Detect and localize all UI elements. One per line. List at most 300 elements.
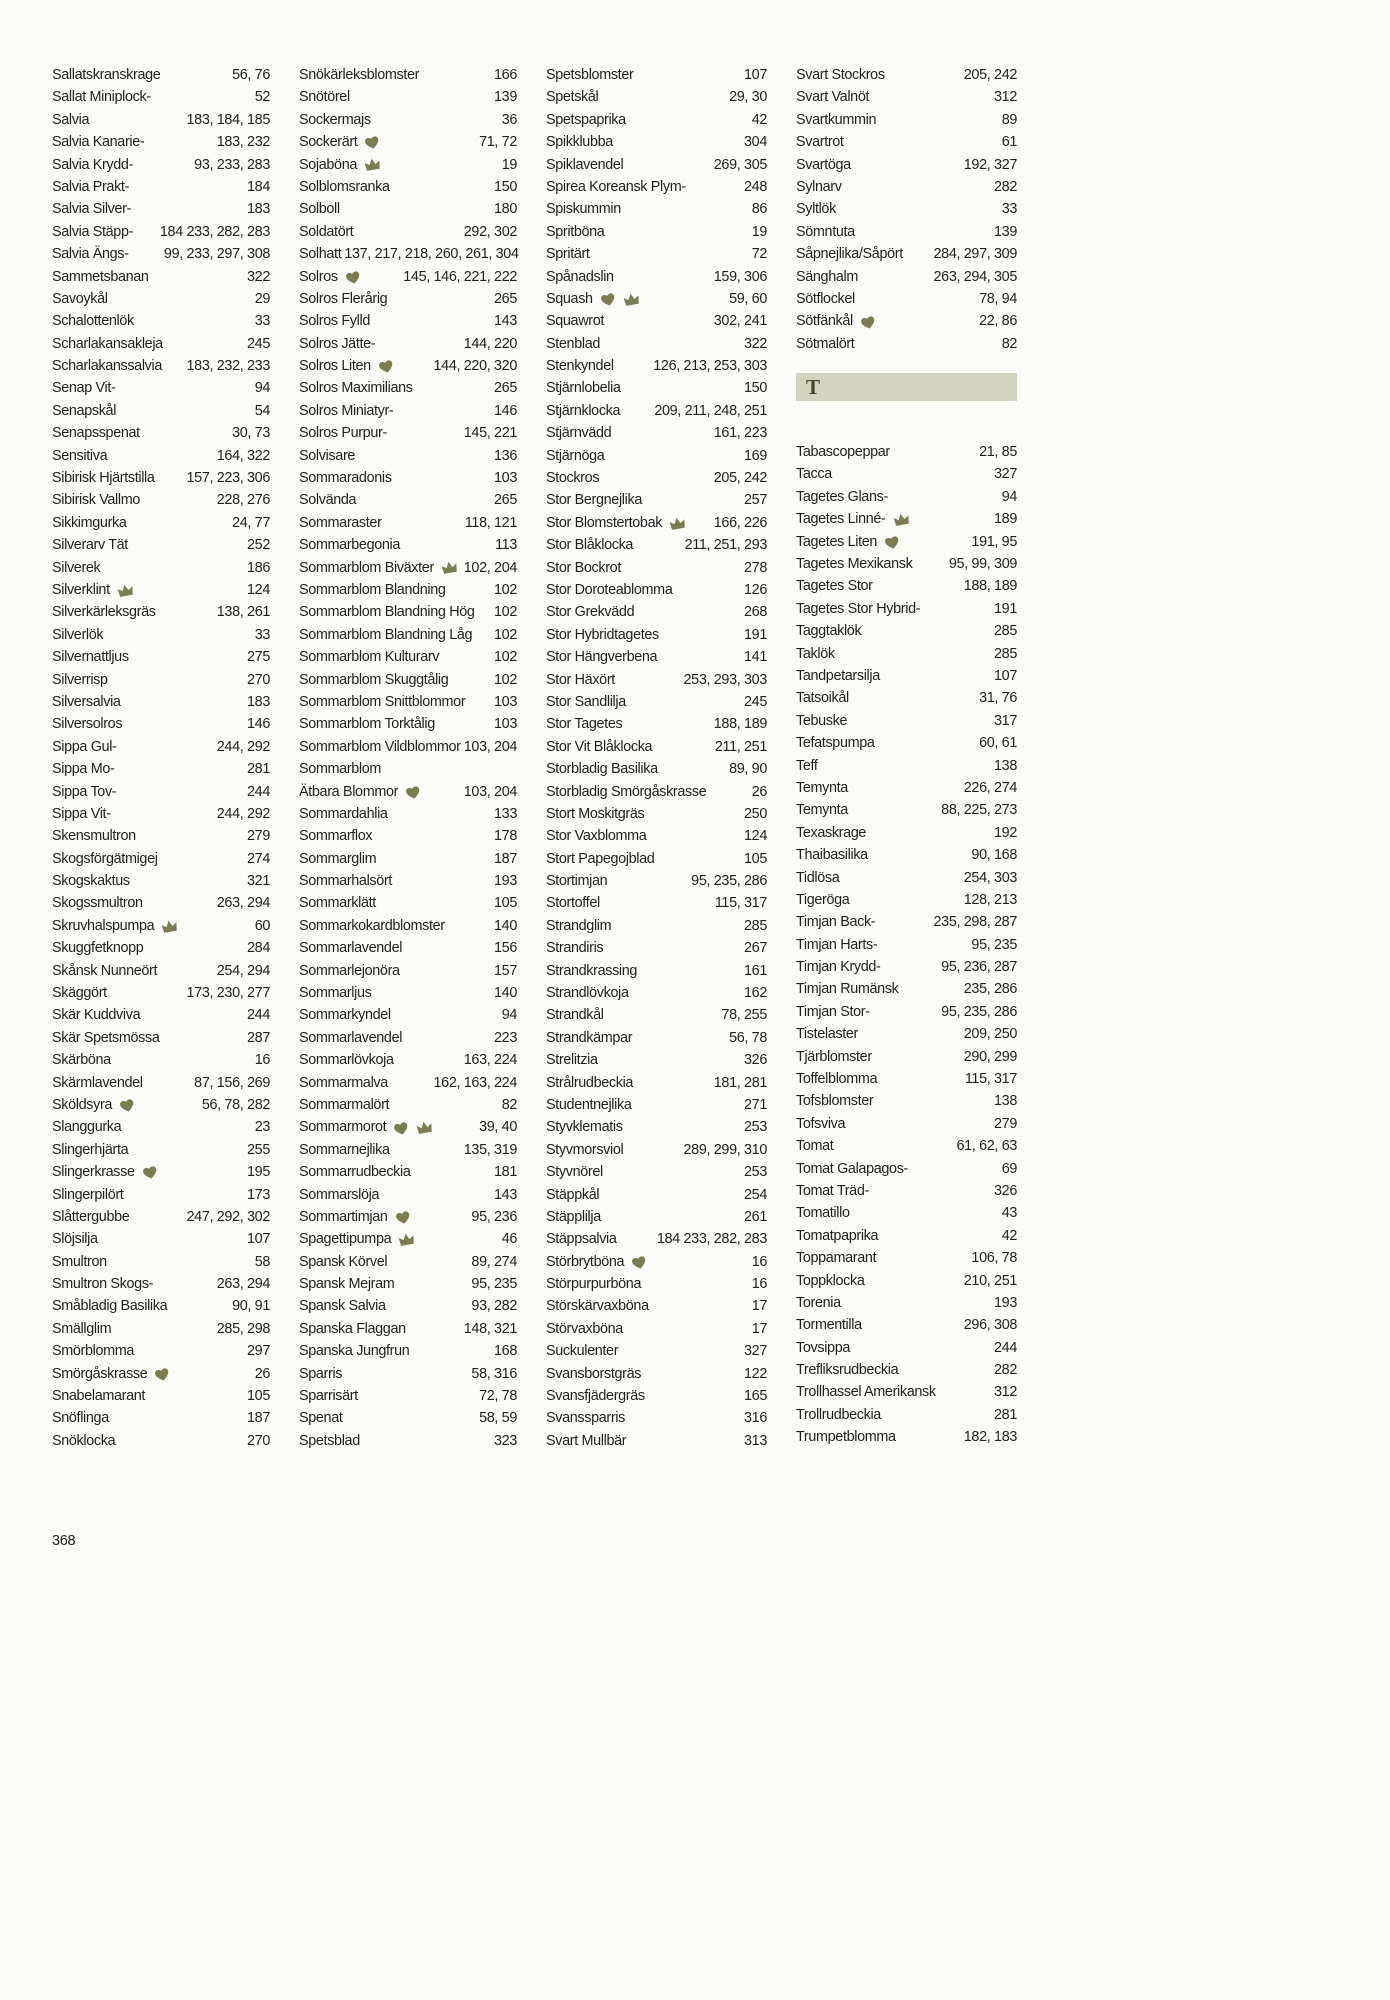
index-entry: [796, 288, 1017, 310]
entry-pages: 178: [494, 828, 517, 845]
entry-pages: 250: [744, 805, 767, 822]
crown-icon: [893, 508, 910, 530]
index-entry: [546, 1161, 767, 1183]
heart-icon: [631, 1251, 647, 1273]
entry-name: Svansborstgräs: [546, 1365, 642, 1382]
index-entry: [52, 1295, 270, 1317]
index-entry: [796, 463, 1017, 485]
entry-name: Stjärnvädd: [546, 425, 612, 442]
index-entry: [299, 736, 517, 758]
index-entry: [52, 243, 270, 265]
entry-name: Trollrudbeckia: [796, 1406, 881, 1423]
index-entry: [299, 1049, 517, 1071]
index-entry: [796, 531, 1017, 553]
index-entry: [796, 956, 1017, 978]
index-entry: [796, 755, 1017, 777]
entry-pages: 245: [247, 335, 270, 352]
entry-name: Svansfjädergräs: [546, 1388, 645, 1405]
entry-pages: 278: [744, 559, 767, 576]
entry-name: Sockermajs: [299, 111, 371, 128]
entry-name: Stor Hängverbena: [546, 649, 658, 666]
entry-name: Stjärnöga: [546, 447, 605, 464]
entry-name: Sallat Miniplock-: [52, 89, 151, 106]
index-entry: [299, 646, 517, 668]
entry-pages: 322: [744, 335, 767, 352]
entry-name: Sommarglim: [299, 850, 377, 867]
heart-icon: [395, 1206, 411, 1228]
entry-name: Timjan Harts-: [796, 936, 878, 953]
entry-name: Sippa Mo-: [52, 761, 115, 778]
entry-pages: 71, 72: [479, 134, 517, 151]
index-entry: [796, 1404, 1017, 1426]
entry-name: Sommaraster: [299, 514, 382, 531]
entry-pages: 292, 302: [463, 223, 517, 240]
entry-pages: 317: [994, 712, 1017, 729]
entry-pages: 103: [494, 693, 517, 710]
entry-pages: 105: [247, 1388, 270, 1405]
entry-pages: 205, 242: [713, 470, 767, 487]
index-entry: [299, 266, 517, 288]
entry-pages: 193: [994, 1294, 1017, 1311]
index-entry: [796, 1247, 1017, 1269]
index-entry: [796, 1023, 1017, 1045]
entry-pages: 188, 189: [713, 716, 767, 733]
index-entry: [796, 1225, 1017, 1247]
entry-pages: 279: [994, 1115, 1017, 1132]
entry-name: Svart Valnöt: [796, 89, 870, 106]
entry-pages: 244, 292: [216, 805, 270, 822]
entry-pages: 29, 30: [729, 89, 767, 106]
index-entry: [299, 848, 517, 870]
entry-name: Småbladig Basilika: [52, 1298, 168, 1315]
entry-name: Sänghalm: [796, 268, 859, 285]
entry-name: Silverrisp: [52, 671, 108, 688]
entry-pages: 254: [744, 1186, 767, 1203]
entry-name: Spansk Salvia: [299, 1298, 386, 1315]
entry-name: Tofsviva: [796, 1115, 846, 1132]
entry-pages: 56, 78, 282: [201, 1096, 270, 1113]
entry-pages: 282: [994, 1362, 1017, 1379]
crown-icon: [669, 512, 686, 534]
index-entry: [796, 333, 1017, 355]
entry-pages: 244: [994, 1339, 1017, 1356]
entry-name: Spikklubba: [546, 134, 613, 151]
index-entry: [546, 333, 767, 355]
entry-pages: 150: [494, 178, 517, 195]
entry-pages: 126, 213, 253, 303: [653, 358, 767, 375]
entry-pages: 94: [254, 380, 270, 397]
entry-name: Sippa Tov-: [52, 783, 117, 800]
entry-pages: 169: [744, 447, 767, 464]
entry-pages: 268: [744, 604, 767, 621]
index-entry: [546, 915, 767, 937]
index-entry: [796, 1381, 1017, 1403]
entry-pages: 105: [744, 850, 767, 867]
entry-pages: 244, 292: [216, 738, 270, 755]
index-entry: [299, 355, 517, 377]
index-entry: [796, 154, 1017, 176]
index-entry: [52, 109, 270, 131]
index-entry: [546, 1004, 767, 1026]
entry-name: Stor Doroteablomma: [546, 581, 673, 598]
entry-name: Spagettipumpa: [299, 1231, 392, 1248]
entry-pages: 159, 306: [713, 268, 767, 285]
index-entry: [299, 221, 517, 243]
entry-pages: 285, 298: [216, 1320, 270, 1337]
entry-pages: 72, 78: [479, 1388, 517, 1405]
index-entry: [52, 1049, 270, 1071]
entry-pages: 157, 223, 306: [186, 470, 270, 487]
entry-pages: 182, 183: [963, 1429, 1017, 1446]
entry-name: Sommarblom Skuggtålig: [299, 671, 449, 688]
entry-name: Svartöga: [796, 156, 851, 173]
index-entry: [546, 870, 767, 892]
index-entry: [299, 982, 517, 1004]
entry-pages: 270: [247, 671, 270, 688]
entry-pages: 228, 276: [216, 492, 270, 509]
index-entry: [546, 579, 767, 601]
entry-name: Såpnejlika/Såpört: [796, 246, 903, 263]
entry-name: Texaskrage: [796, 824, 867, 841]
entry-pages: 281: [247, 761, 270, 778]
index-entry: [299, 1027, 517, 1049]
index-entry: [299, 1407, 517, 1429]
index-entry: [546, 1385, 767, 1407]
index-column-4: [796, 64, 1017, 1452]
entry-pages: 261: [744, 1208, 767, 1225]
entry-pages: 323: [494, 1432, 517, 1449]
index-entry: [299, 960, 517, 982]
index-entry: [546, 86, 767, 108]
entry-name: Stor Sandlilja: [546, 693, 626, 710]
entry-name: Sommarslöja: [299, 1186, 380, 1203]
entry-name: Strelitzia: [546, 1052, 598, 1069]
index-entry: [52, 601, 270, 623]
entry-pages: 271: [744, 1096, 767, 1113]
entry-pages: 102: [494, 626, 517, 643]
index-grid: [52, 64, 1017, 1452]
entry-name: Solvisare: [299, 447, 356, 464]
index-entry: [796, 1090, 1017, 1112]
entry-pages: 191: [744, 626, 767, 643]
entry-name: Stor Bockrot: [546, 559, 621, 576]
entry-pages: 95, 235, 286: [691, 873, 767, 890]
entry-pages: 89: [1001, 111, 1017, 128]
index-entry: [52, 915, 270, 937]
index-entry: [52, 960, 270, 982]
entry-name: Skärmlavendel: [52, 1074, 143, 1091]
entry-name: Teff: [796, 757, 818, 774]
entry-name: Solblomsranka: [299, 178, 390, 195]
entry-pages: 82: [501, 1096, 517, 1113]
entry-pages: 82: [1001, 335, 1017, 352]
entry-name: Sommarklätt: [299, 895, 376, 912]
index-entry: [299, 64, 517, 86]
entry-name: Spanska Flaggan: [299, 1320, 406, 1337]
crown-icon: [623, 288, 640, 310]
entry-pages: 267: [744, 940, 767, 957]
index-entry: [299, 489, 517, 511]
index-entry: [796, 486, 1017, 508]
index-entry: [52, 310, 270, 332]
entry-name: Sköldsyra: [52, 1096, 113, 1113]
index-entry: [299, 1139, 517, 1161]
index-entry: [546, 1295, 767, 1317]
entry-name: Stjärnlobelia: [546, 380, 621, 397]
index-entry: [546, 243, 767, 265]
entry-name: Snöklocka: [52, 1432, 116, 1449]
index-entry: [299, 445, 517, 467]
entry-name: Squash: [546, 290, 593, 307]
entry-name: Timjan Krydd-: [796, 959, 881, 976]
index-entry: [52, 377, 270, 399]
entry-pages: 58: [254, 1253, 270, 1270]
entry-name: Smörgåskrasse: [52, 1365, 148, 1382]
index-entry: [299, 109, 517, 131]
index-entry: [299, 154, 517, 176]
entry-name: Spanska Jungfrun: [299, 1343, 410, 1360]
entry-name: Spirea Koreansk Plym-: [546, 178, 686, 195]
entry-pages: 187: [247, 1410, 270, 1427]
entry-name: Tandpetarsilja: [796, 667, 880, 684]
entry-pages: 180: [494, 201, 517, 218]
index-entry: [546, 825, 767, 847]
entry-name: Sömntuta: [796, 223, 855, 240]
index-entry: [299, 1430, 517, 1452]
section-header-T: [796, 373, 1017, 401]
entry-pages: 253: [744, 1164, 767, 1181]
entry-pages: 19: [501, 156, 517, 173]
entry-pages: 22, 86: [979, 313, 1017, 330]
entry-name: Sommarkyndel: [299, 1007, 391, 1024]
entry-name: Svartkummin: [796, 111, 877, 128]
entry-pages: 161: [744, 962, 767, 979]
entry-pages: 191: [994, 600, 1017, 617]
index-entry: [796, 665, 1017, 687]
entry-name: Sippa Gul-: [52, 738, 117, 755]
entry-pages: 322: [247, 268, 270, 285]
index-entry: [546, 489, 767, 511]
entry-name: Stort Moskitgräs: [546, 805, 645, 822]
entry-pages: 285: [994, 645, 1017, 662]
index-entry: [299, 1072, 517, 1094]
index-entry: [299, 691, 517, 713]
index-entry: [52, 736, 270, 758]
entry-name: Spiskummin: [546, 201, 621, 218]
heart-icon: [142, 1161, 158, 1183]
entry-name: Solvända: [299, 492, 357, 509]
entry-pages: 161, 223: [713, 425, 767, 442]
index-entry: [796, 1068, 1017, 1090]
index-entry: [796, 243, 1017, 265]
entry-name: Sallatskranskrage: [52, 67, 161, 83]
entry-name: Solros Purpur-: [299, 425, 387, 442]
entry-name: Sommarblom Kulturarv: [299, 649, 440, 666]
entry-name: Stor Blomstertobak: [546, 514, 663, 531]
index-entry: [52, 781, 270, 803]
entry-pages: 265: [494, 290, 517, 307]
entry-pages: 183: [247, 693, 270, 710]
entry-name: Stäppsalvia: [546, 1231, 617, 1248]
entry-name: Skensmultron: [52, 828, 136, 845]
entry-pages: 102: [494, 581, 517, 598]
entry-pages: 163, 224: [463, 1052, 517, 1069]
entry-name: Toppamarant: [796, 1250, 877, 1267]
entry-name: Sommarblom Blandning Låg: [299, 626, 473, 643]
entry-name: Spetsblomster: [546, 67, 634, 83]
entry-pages: 148, 321: [463, 1320, 517, 1337]
index-entry: [546, 1363, 767, 1385]
entry-pages: 211, 251: [714, 738, 767, 755]
entry-name: Spansk Mejram: [299, 1276, 395, 1293]
entry-pages: 115, 317: [714, 895, 767, 912]
entry-name: Spånadslin: [546, 268, 614, 285]
entry-pages: 326: [744, 1052, 767, 1069]
index-entry: [546, 467, 767, 489]
index-entry: [546, 355, 767, 377]
entry-name: Storbladig Smörgåskrasse: [546, 783, 707, 800]
entry-pages: 107: [247, 1231, 270, 1248]
entry-pages: 316: [744, 1410, 767, 1427]
entry-pages: 24, 77: [232, 514, 270, 531]
entry-name: Silverkärleksgräs: [52, 604, 156, 621]
entry-name: Sippa Vit-: [52, 805, 111, 822]
entry-name: Tagetes Glans-: [796, 488, 888, 505]
index-entry: [299, 512, 517, 534]
index-entry: [299, 400, 517, 422]
entry-name: Sommarmalört: [299, 1096, 390, 1113]
entry-name: Sommarljus: [299, 985, 372, 1002]
index-entry: [546, 176, 767, 198]
index-entry: [546, 64, 767, 86]
entry-pages: 31, 76: [979, 690, 1017, 707]
entry-name: Svanssparris: [546, 1410, 625, 1427]
entry-pages: 275: [247, 649, 270, 666]
entry-pages: 270: [247, 1432, 270, 1449]
index-column-1: [52, 64, 270, 1452]
entry-pages: 255: [247, 1141, 270, 1158]
index-entry: [796, 1001, 1017, 1023]
entry-name: Spritärt: [546, 246, 590, 263]
entry-name: Torenia: [796, 1294, 841, 1311]
entry-pages: 269, 305: [713, 156, 767, 173]
entry-name: Sommarblom Torktålig: [299, 716, 435, 733]
entry-pages: 95, 235: [971, 936, 1017, 953]
entry-name: Spetsblad: [299, 1432, 360, 1449]
entry-pages: 102: [494, 649, 517, 666]
heart-icon: [393, 1116, 409, 1138]
entry-pages: 186: [247, 559, 270, 576]
entry-pages: 287: [247, 1029, 270, 1046]
index-entry: [796, 978, 1017, 1000]
entry-pages: 253: [744, 1119, 767, 1136]
entry-name: Savoykål: [52, 290, 108, 307]
entry-name: Skånsk Nunneört: [52, 962, 158, 979]
index-entry: [299, 758, 517, 780]
entry-pages: 184: [247, 178, 270, 195]
index-entry: [52, 1004, 270, 1026]
entry-name: Scharlakanssalvia: [52, 358, 163, 375]
entry-pages: 282: [994, 178, 1017, 195]
entry-name: Silverklint: [52, 581, 110, 598]
entry-pages: 211, 251, 293: [684, 537, 767, 554]
entry-name: Sötflockel: [796, 290, 855, 307]
index-entry: [299, 713, 517, 735]
entry-name: Solros Flerårig: [299, 290, 388, 307]
entry-name: Scharlakansakleja: [52, 335, 163, 352]
entry-pages: 95, 236: [471, 1208, 517, 1225]
entry-pages: 102, 204: [463, 559, 517, 576]
index-entry: [52, 198, 270, 220]
entry-pages: 42: [1001, 1227, 1017, 1244]
entry-name: Sensitiva: [52, 447, 108, 464]
index-entry: [299, 310, 517, 332]
index-entry: [52, 1139, 270, 1161]
entry-name: Snöflinga: [52, 1410, 109, 1427]
index-entry: [546, 803, 767, 825]
entry-pages: 290, 299: [963, 1048, 1017, 1065]
entry-name: Tomatpaprika: [796, 1227, 879, 1244]
index-entry: [299, 467, 517, 489]
entry-pages: 26: [254, 1365, 270, 1382]
entry-name: Skuggfetknopp: [52, 940, 144, 957]
entry-pages: 103, 204: [463, 738, 517, 755]
entry-name: Taklök: [796, 645, 835, 662]
entry-name: Solros Fylld: [299, 313, 370, 330]
index-entry: [299, 557, 517, 579]
index-entry: [546, 1318, 767, 1340]
entry-name: Stor Blåklocka: [546, 537, 634, 554]
index-entry: [299, 1251, 517, 1273]
entry-name: Senapsspenat: [52, 425, 140, 442]
entry-name: Tatsoikål: [796, 690, 849, 707]
entry-pages: 209, 211, 248, 251: [654, 402, 767, 419]
index-entry: [796, 575, 1017, 597]
index-entry: [52, 1318, 270, 1340]
crown-icon: [364, 154, 381, 176]
entry-name: Strandlövkoja: [546, 985, 629, 1002]
entry-pages: 189: [994, 511, 1017, 528]
entry-pages: 46: [501, 1231, 517, 1248]
entry-pages: 279: [247, 828, 270, 845]
index-entry: [546, 669, 767, 691]
index-entry: [52, 422, 270, 444]
heart-icon: [154, 1363, 170, 1385]
entry-name: Timjan Stor-: [796, 1003, 870, 1020]
index-entry: [796, 1292, 1017, 1314]
entry-pages: 90, 91: [232, 1298, 270, 1315]
index-entry: [52, 1206, 270, 1228]
entry-pages: 88, 225, 273: [941, 802, 1017, 819]
entry-pages: 95, 235, 286: [941, 1003, 1017, 1020]
index-entry: [546, 1116, 767, 1138]
entry-name: Sommarblom Snittblommor: [299, 693, 466, 710]
entry-pages: 312: [994, 89, 1017, 106]
index-entry: [796, 176, 1017, 198]
entry-pages: 244: [247, 783, 270, 800]
entry-pages: 143: [494, 1186, 517, 1203]
index-entry: [796, 266, 1017, 288]
index-entry: [546, 758, 767, 780]
index-entry: [52, 870, 270, 892]
entry-name: Sommartimjan: [299, 1208, 388, 1225]
entry-pages: 313: [744, 1432, 767, 1449]
entry-pages: 93, 282: [471, 1298, 517, 1315]
entry-pages: 327: [744, 1343, 767, 1360]
entry-pages: 193: [494, 873, 517, 890]
index-entry: [52, 848, 270, 870]
index-entry: [52, 624, 270, 646]
